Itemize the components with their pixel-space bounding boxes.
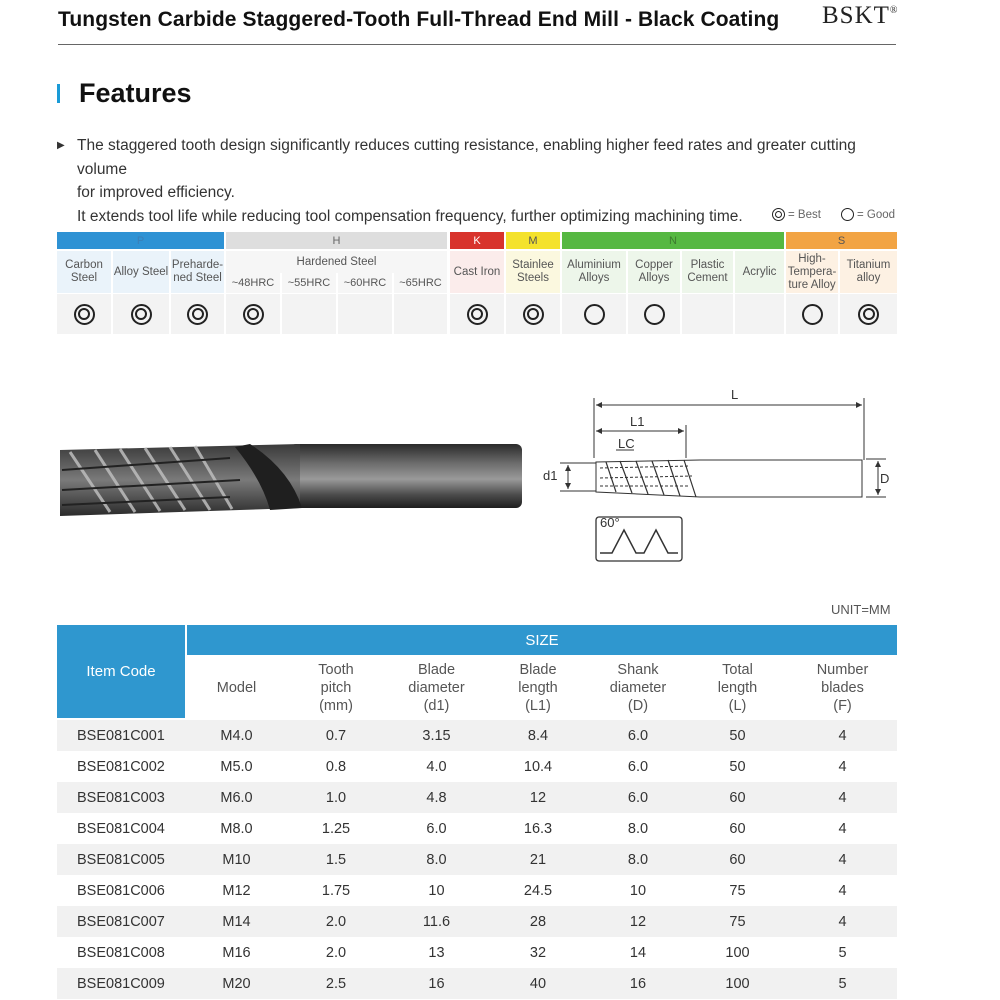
material-label: Aluminium Alloys [562, 251, 626, 293]
material-label: Preharde-ned Steel [171, 251, 224, 293]
hardened-steel-label: Hardened Steel [226, 251, 447, 273]
table-cell: 12 [629, 913, 647, 930]
material-rating-cell [506, 294, 560, 334]
table-row [57, 906, 897, 937]
table-cell: 4.0 [426, 758, 447, 775]
table-cell: 1.0 [325, 789, 347, 806]
table-cell: 4 [838, 727, 847, 744]
table-cell: 16.3 [523, 820, 553, 837]
table-cell: 13 [428, 944, 445, 961]
features-line: It extends tool life while reducing tool compensation frequency, further optimizing machining time. [77, 207, 743, 225]
dimension-drawing [560, 398, 886, 561]
dim-L1-label: L1 [630, 414, 645, 429]
table-cell: 2.0 [325, 944, 347, 961]
column-header: Number blades (F) [816, 661, 869, 714]
table-cell: 4 [838, 820, 847, 837]
column-header: Tooth pitch (mm) [318, 661, 354, 714]
table-cell: 4 [838, 913, 847, 930]
material-label: Titanium alloy [840, 251, 897, 293]
table-cell: 6.0 [426, 820, 447, 837]
table-cell: 24.5 [523, 882, 553, 899]
end-mill-photo [60, 444, 522, 516]
column-header: Model [216, 679, 257, 696]
table-cell: 3.15 [422, 727, 451, 744]
material-group-k: K [450, 232, 504, 249]
table-cell: 5 [838, 944, 847, 961]
table-row [57, 813, 897, 844]
table-cell: M10 [222, 851, 251, 868]
table-cell: 4 [838, 851, 847, 868]
table-cell: 28 [529, 913, 547, 930]
table-cell: 10 [629, 882, 647, 899]
table-row [57, 720, 897, 751]
table-cell: 4.8 [426, 789, 447, 806]
material-rating-cell [171, 294, 224, 334]
column-header: Total length (L) [717, 661, 758, 714]
best-icon [772, 208, 785, 221]
size-header: SIZE [187, 625, 897, 655]
table-cell: 4 [838, 758, 847, 775]
table-cell: M5.0 [220, 758, 253, 775]
table-cell: M6.0 [220, 789, 253, 806]
item-code-cell: BSE081C008 [77, 944, 165, 961]
dim-d1-label: d1 [543, 468, 558, 483]
table-cell: 21 [529, 851, 547, 868]
material-rating-cell [786, 294, 838, 334]
table-cell: 6.0 [627, 789, 649, 806]
material-group-n: N [562, 232, 784, 249]
material-rating-cell [628, 294, 680, 334]
material-rating-cell [450, 294, 504, 334]
material-rating-cell [57, 294, 111, 334]
material-label: ~65HRC [394, 273, 447, 293]
table-cell: 32 [529, 944, 547, 961]
material-label: Plastic Cement [682, 251, 733, 293]
best-icon [74, 304, 95, 325]
item-code-cell: BSE081C002 [77, 758, 165, 775]
material-label: High-Tempera-ture Alloy [786, 251, 838, 293]
material-group-m: M [506, 232, 560, 249]
column-header: Shank diameter (D) [609, 661, 667, 714]
table-cell: 50 [729, 727, 746, 744]
table-cell: 10 [428, 882, 445, 899]
table-cell: 100 [725, 944, 750, 961]
dim-L-label: L [731, 387, 739, 402]
features-line: The staggered tooth design significantly reduces cutting resistance, enabling higher feed rates and greater cutting volume [77, 137, 856, 178]
material-label: ~48HRC [226, 273, 280, 293]
table-cell: 10.4 [523, 758, 553, 775]
table-row [57, 937, 897, 968]
material-rating-cell [282, 294, 336, 334]
table-cell: 8.0 [627, 851, 649, 868]
item-code-header: Item Code [57, 625, 185, 718]
table-cell: 75 [729, 882, 746, 899]
table-cell: 11.6 [422, 913, 451, 930]
header-divider [58, 44, 896, 45]
material-label: Cast Iron [450, 251, 504, 293]
table-cell: 6.0 [627, 758, 649, 775]
dim-D-label: D [880, 471, 890, 486]
table-cell: 4 [838, 789, 847, 806]
table-cell: 60 [729, 789, 746, 806]
material-rating-cell [735, 294, 784, 334]
good-icon [841, 208, 854, 221]
table-cell: 8.0 [426, 851, 447, 868]
material-label: Carbon Steel [57, 251, 111, 293]
table-cell: 8.4 [527, 727, 549, 744]
bullet-triangle-icon: ▶ [57, 140, 65, 151]
table-cell: M12 [222, 882, 251, 899]
table-cell: 16 [428, 975, 445, 992]
best-icon [243, 304, 264, 325]
material-rating-cell [562, 294, 626, 334]
material-label: Stainlee Steels [506, 251, 560, 293]
table-row [57, 968, 897, 999]
item-code-cell: BSE081C009 [77, 975, 165, 992]
material-rating-cell [394, 294, 447, 334]
angle-label: 60° [600, 515, 620, 530]
best-icon [187, 304, 208, 325]
unit-label: UNIT=MM [831, 602, 891, 617]
table-cell: 1.5 [325, 851, 347, 868]
material-rating-cell [226, 294, 280, 334]
table-cell: 6.0 [627, 727, 649, 744]
material-group-s: S [786, 232, 897, 249]
best-icon [467, 304, 488, 325]
table-row [57, 751, 897, 782]
table-cell: 75 [729, 913, 746, 930]
column-header: Blade length (L1) [518, 661, 558, 714]
table-row [57, 844, 897, 875]
table-cell: 60 [729, 820, 746, 837]
material-label: Copper Alloys [628, 251, 680, 293]
material-label: Alloy Steel [113, 251, 169, 293]
best-icon [131, 304, 152, 325]
item-code-cell: BSE081C004 [77, 820, 165, 837]
table-cell: M20 [222, 975, 251, 992]
features-line: for improved efficiency. [77, 184, 235, 201]
table-cell: 60 [729, 851, 746, 868]
best-icon [523, 304, 544, 325]
table-cell: 1.25 [321, 820, 351, 837]
best-icon [858, 304, 879, 325]
brand-logo: BSKT® [822, 2, 899, 29]
item-code-cell: BSE081C003 [77, 789, 165, 806]
table-cell: 0.8 [325, 758, 347, 775]
table-cell: 40 [529, 975, 547, 992]
table-cell: 50 [729, 758, 746, 775]
material-group-h: H [226, 232, 447, 249]
table-cell: M14 [222, 913, 251, 930]
material-label: ~60HRC [338, 273, 392, 293]
table-row [57, 875, 897, 906]
material-label: ~55HRC [282, 273, 336, 293]
material-rating-cell [682, 294, 733, 334]
good-icon [802, 304, 823, 325]
material-group-p: P [57, 232, 224, 249]
table-cell: 14 [629, 944, 647, 961]
table-cell: 8.0 [627, 820, 649, 837]
table-cell: M4.0 [220, 727, 253, 744]
table-cell: 2.0 [325, 913, 347, 930]
table-cell: 1.75 [321, 882, 351, 899]
dim-LC-label: LC [618, 436, 635, 451]
column-header: Blade diameter (d1) [408, 661, 465, 714]
good-icon [584, 304, 605, 325]
table-cell: M8.0 [220, 820, 253, 837]
item-code-cell: BSE081C006 [77, 882, 165, 899]
material-rating-cell [338, 294, 392, 334]
table-cell: 5 [838, 975, 847, 992]
table-cell: 0.7 [325, 727, 347, 744]
item-code-cell: BSE081C001 [77, 727, 165, 744]
material-label: Acrylic [735, 251, 784, 293]
legend-best: = Best [772, 208, 821, 221]
item-code-cell: BSE081C007 [77, 913, 165, 930]
good-icon [644, 304, 665, 325]
table-cell: M16 [222, 944, 251, 961]
material-rating-cell [840, 294, 897, 334]
table-cell: 16 [629, 975, 647, 992]
legend-good: = Good [841, 208, 895, 221]
table-cell: 2.5 [325, 975, 347, 992]
table-cell: 4 [838, 882, 847, 899]
table-row [57, 782, 897, 813]
material-rating-cell [113, 294, 169, 334]
features-heading: Features [79, 78, 192, 108]
page-title: Tungsten Carbide Staggered-Tooth Full-Thread End Mill - Black Coating [58, 8, 780, 31]
section-accent-bar [57, 84, 60, 103]
table-cell: 100 [725, 975, 750, 992]
item-code-cell: BSE081C005 [77, 851, 165, 868]
table-cell: 12 [529, 789, 547, 806]
